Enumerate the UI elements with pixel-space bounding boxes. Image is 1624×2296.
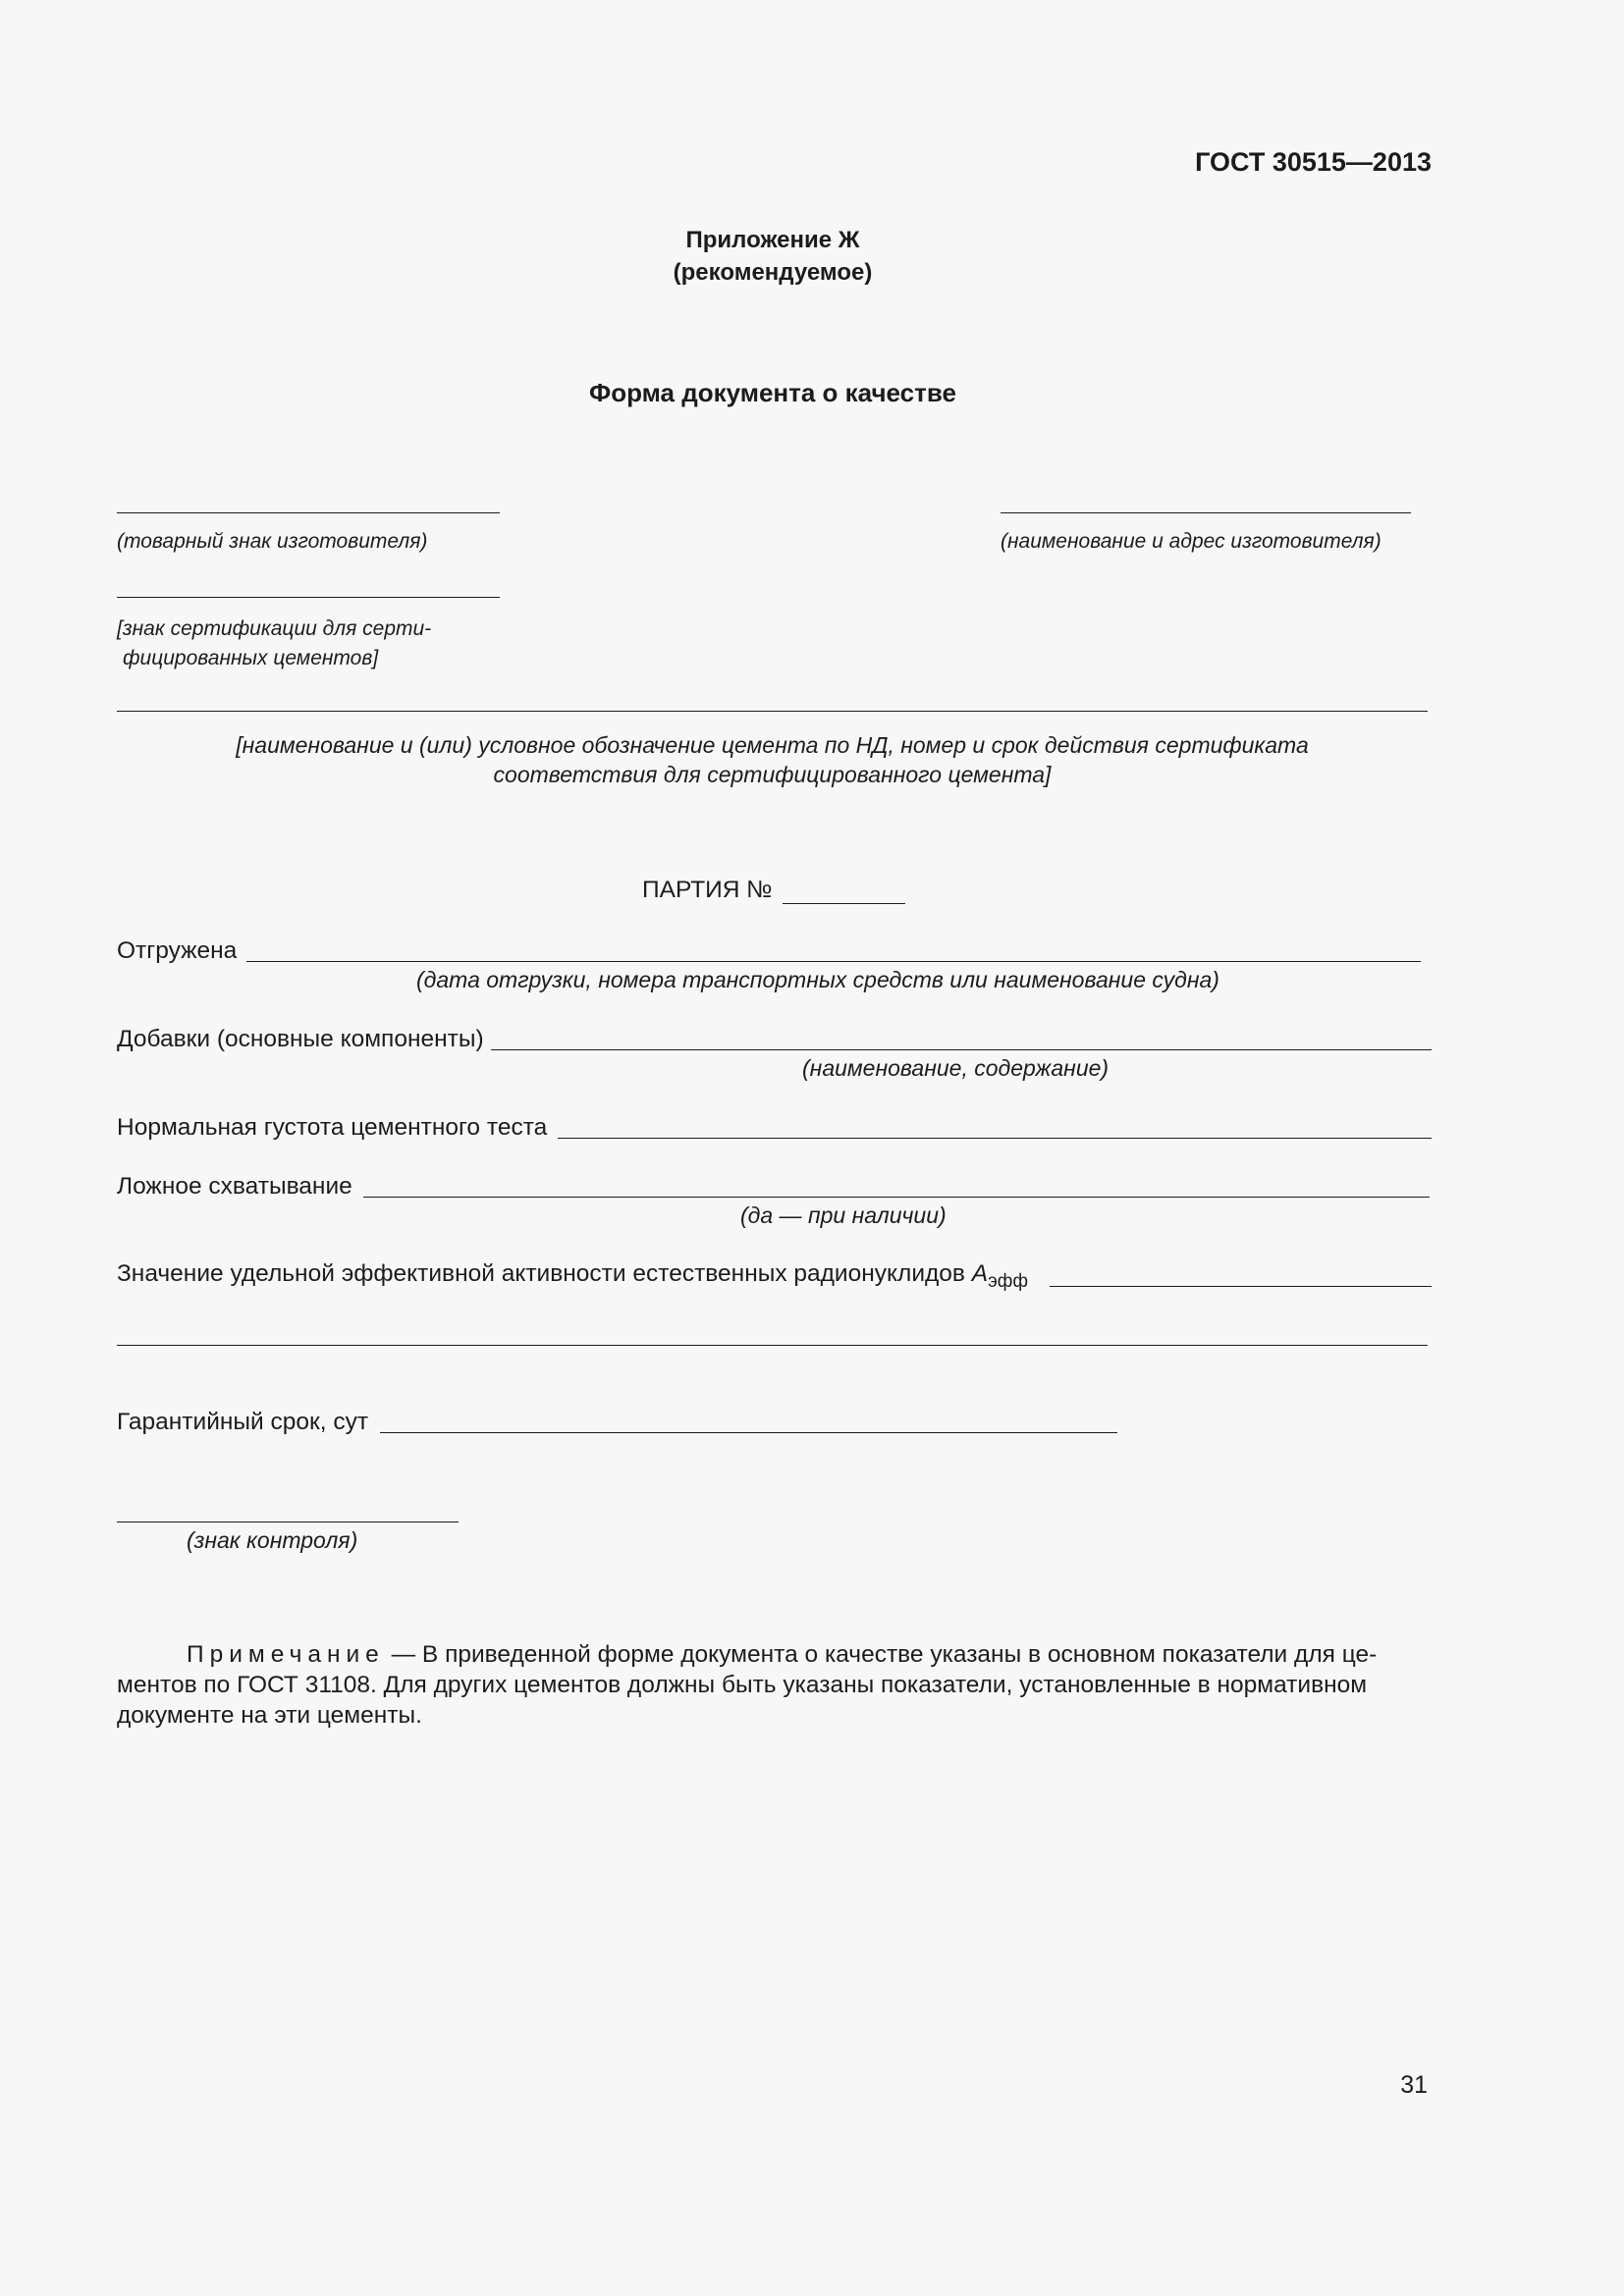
shipped-label: Отгружена bbox=[117, 937, 238, 964]
additives-line bbox=[491, 1049, 1432, 1050]
false-set-hint: (да — при наличии) bbox=[740, 1202, 947, 1228]
density-line bbox=[558, 1138, 1432, 1139]
cement-caption bbox=[117, 730, 1428, 789]
false-set-label: Ложное схватывание bbox=[117, 1173, 352, 1200]
appendix-heading bbox=[468, 224, 1077, 289]
note-text1: — В приведенной форме документа о качестве указаны в основном показатели для це- bbox=[384, 1641, 1378, 1668]
note-line2: ментов по ГОСТ 31108. Для других цементов должны быть указаны показатели, установленные в нормативном bbox=[117, 1672, 1368, 1698]
false-set-line bbox=[363, 1197, 1430, 1198]
density-label: Нормальная густота цементного теста bbox=[117, 1114, 548, 1141]
note bbox=[117, 1639, 1432, 1731]
appendix-title: Приложение Ж bbox=[685, 227, 860, 253]
radionuclides-line-2 bbox=[117, 1345, 1428, 1346]
batch-label: ПАРТИЯ № bbox=[642, 877, 773, 903]
radionuclides-subscript: эфф bbox=[988, 1271, 1029, 1292]
appendix-subtitle: (рекомендуемое) bbox=[673, 259, 873, 286]
batch-number-line bbox=[783, 903, 905, 904]
cert-mark-caption bbox=[117, 614, 431, 673]
cement-caption-line1: [наименование и (или) условное обозначение цемента по НД, номер и срок действия сертификата bbox=[236, 732, 1309, 758]
radionuclides-line bbox=[1050, 1286, 1432, 1287]
additives-label: Добавки (основные компоненты) bbox=[117, 1026, 484, 1052]
note-line1 bbox=[117, 1639, 1432, 1670]
cert-mark-caption-line2: фицированных цементов] bbox=[123, 647, 379, 669]
warranty-label: Гарантийный срок, сут bbox=[117, 1409, 369, 1435]
trademark-line bbox=[117, 512, 500, 513]
form-title: Форма документа о качестве bbox=[589, 378, 956, 407]
cert-mark-caption-line1: [знак сертификации для серти- bbox=[117, 617, 432, 640]
standard-number: ГОСТ 30515—2013 bbox=[1195, 147, 1432, 177]
shipped-line bbox=[246, 961, 1421, 962]
trademark-caption: (товарный знак изготовителя) bbox=[117, 530, 428, 553]
additives-hint: (наименование, содержание) bbox=[802, 1055, 1110, 1081]
radionuclides-label bbox=[117, 1260, 1028, 1293]
note-line3: документе на эти цементы. bbox=[117, 1702, 422, 1729]
manufacturer-caption: (наименование и адрес изготовителя) bbox=[1001, 530, 1381, 553]
radionuclides-text: Значение удельной эффективной активности естественных радионуклидов bbox=[117, 1260, 965, 1287]
warranty-line bbox=[380, 1432, 1117, 1433]
cement-caption-line2: соответствия для сертифицированного цемента] bbox=[493, 762, 1052, 787]
note-lead: Примечание bbox=[187, 1641, 385, 1668]
cement-line bbox=[117, 711, 1428, 712]
manufacturer-line bbox=[1001, 512, 1411, 513]
radionuclides-symbol: A bbox=[971, 1260, 989, 1287]
shipped-hint: (дата отгрузки, номера транспортных средств или наименование судна) bbox=[416, 967, 1219, 992]
control-mark-hint: (знак контроля) bbox=[187, 1527, 358, 1553]
cert-mark-line bbox=[117, 597, 500, 598]
page-number: 31 bbox=[1400, 2071, 1428, 2099]
